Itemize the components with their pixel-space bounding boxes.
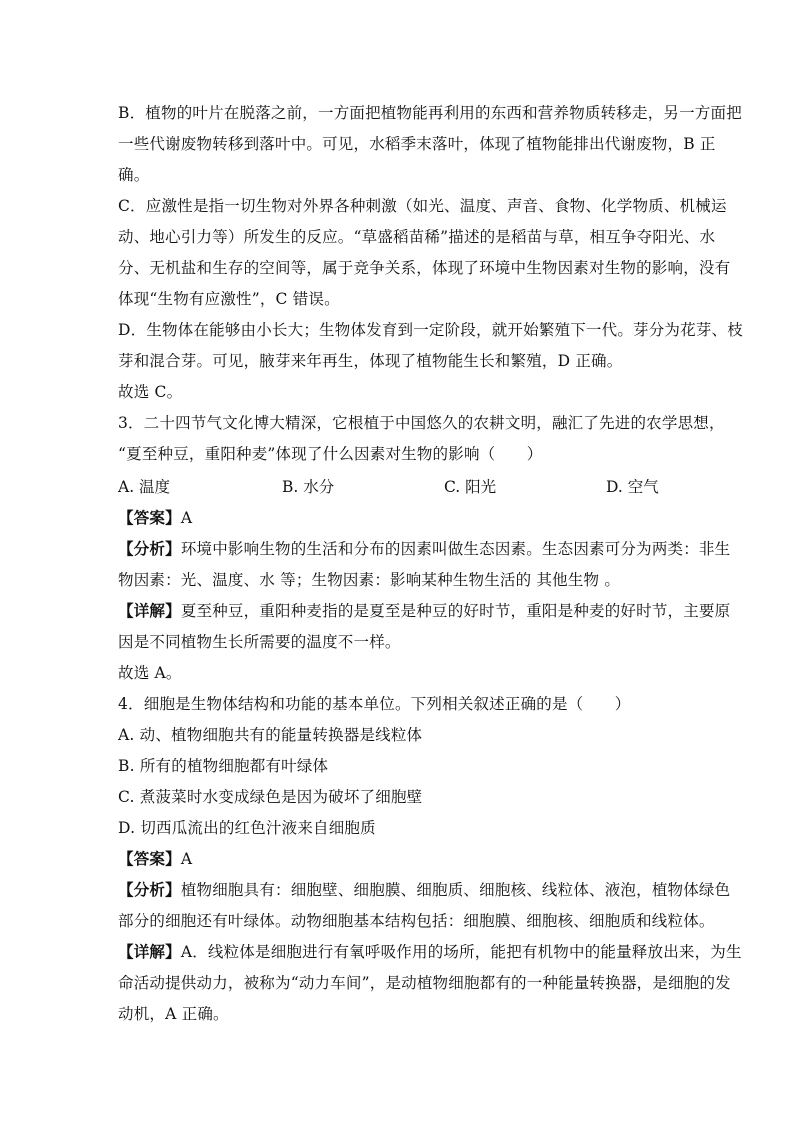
q4-detail-line-2: 命活动提供动力，被称为“动力车间”，是动植物细胞都有的一种能量转换器，是细胞的发 [118, 974, 731, 992]
q4-option-c: C. 煮菠菜时水变成绿色是因为破坏了细胞壁 [118, 788, 423, 806]
q4-analysis-line-1 [118, 880, 730, 900]
q2-option-c-line-4: 体现“生物有应激性”，C 错误。 [118, 290, 340, 308]
q3-option-a: A. 温度 [118, 478, 171, 496]
q3-answer-line [118, 508, 192, 528]
q4-answer-line [118, 849, 192, 869]
q3-analysis-line-1 [118, 539, 730, 559]
q4-answer-tag: 【答案】 [118, 849, 181, 868]
q2-option-c-line-1: C．应激性是指一切生物对外界各种刺激（如光、温度、声音、食物、化学物质、机械运 [118, 197, 727, 215]
q3-detail-line-2: 因是不同植物生长所需要的温度不一样。 [118, 633, 401, 651]
q4-detail-line-1 [118, 942, 742, 962]
q3-option-c: C. 阳光 [444, 478, 497, 496]
q3-stem-line-2: “夏至种豆，重阳种麦”体现了什么因素对生物的影响（ ） [118, 445, 543, 463]
q2-option-d-line-1: D．生物体在能够由小长大；生物体发育到一定阶段，就开始繁殖下一代。芽分为花芽、枝 [118, 321, 743, 339]
q3-analysis-text-1: 环境中影响生物的生活和分布的因素叫做生态因素。生态因素可分为两类：非生 [180, 540, 731, 558]
q4-option-a: A. 动、植物细胞共有的能量转换器是线粒体 [118, 726, 423, 744]
q4-analysis-line-2: 部分的细胞还有叶绿体。动物细胞基本结构包括：细胞膜、细胞核、细胞质和线粒体。 [118, 912, 715, 930]
q3-conclusion: 故选 A。 [118, 664, 182, 682]
q4-stem: 4．细胞是生物体结构和功能的基本单位。下列相关叙述正确的是（ ） [118, 695, 631, 713]
q3-detail-line-1 [118, 601, 730, 621]
q4-answer-value: A [180, 850, 193, 868]
q3-answer-tag: 【答案】 [118, 508, 181, 527]
q4-analysis-tag: 【分析】 [118, 880, 181, 899]
q3-analysis-line-2: 物因素：光、温度、水 等；生物因素：影响某种生物生活的 其他生物 。 [118, 571, 621, 589]
q3-stem-line-1: 3．二十四节气文化博大精深，它根植于中国悠久的农耕文明，融汇了先进的农学思想， [118, 414, 725, 432]
q2-option-c-line-3: 分、无机盐和生存的空间等，属于竞争关系，体现了环境中生物因素对生物的影响，没有 [118, 259, 731, 277]
q4-detail-line-3: 动机，A 正确。 [118, 1005, 229, 1023]
q2-conclusion: 故选 C。 [118, 383, 183, 401]
q3-option-b: B. 水分 [282, 478, 335, 496]
q2-option-b-line-2: 一些代谢废物转移到落叶中。可见，水稻季末落叶，体现了植物能排出代谢废物，B 正 [118, 135, 716, 153]
q3-analysis-tag: 【分析】 [118, 539, 181, 558]
q4-option-d: D. 切西瓜流出的红色汁液来自细胞质 [118, 819, 376, 837]
q2-option-d-line-2: 芽和混合芽。可见，腋芽来年再生，体现了植物能生长和繁殖，D 正确。 [118, 352, 623, 370]
q4-analysis-text-1: 植物细胞具有：细胞壁、细胞膜、细胞质、细胞核、线粒体、液泡，植物体绿色 [180, 881, 731, 899]
q3-detail-text-1: 夏至种豆，重阳种麦指的是夏至是种豆的好时节，重阳是种麦的好时节，主要原 [180, 602, 731, 620]
q3-answer-value: A [180, 509, 193, 527]
q4-option-b: B. 所有的植物细胞都有叶绿体 [118, 757, 329, 775]
q4-detail-text-1: A．线粒体是细胞进行有氧呼吸作用的场所，能把有机物中的能量释放出来，为生 [180, 943, 742, 961]
q3-detail-tag: 【详解】 [118, 601, 181, 620]
q3-option-d: D. 空气 [606, 478, 659, 496]
q2-option-c-line-2: 动、地心引力等）所发生的反应。“草盛稻苗稀”描述的是稻苗与草，相互争夺阳光、水 [118, 228, 716, 246]
q4-detail-tag: 【详解】 [118, 942, 181, 961]
q2-option-b-line-3: 确。 [118, 166, 150, 184]
q2-option-b-line-1: B．植物的叶片在脱落之前，一方面把植物能再利用的东西和营养物质转移走，另一方面把 [118, 104, 742, 122]
